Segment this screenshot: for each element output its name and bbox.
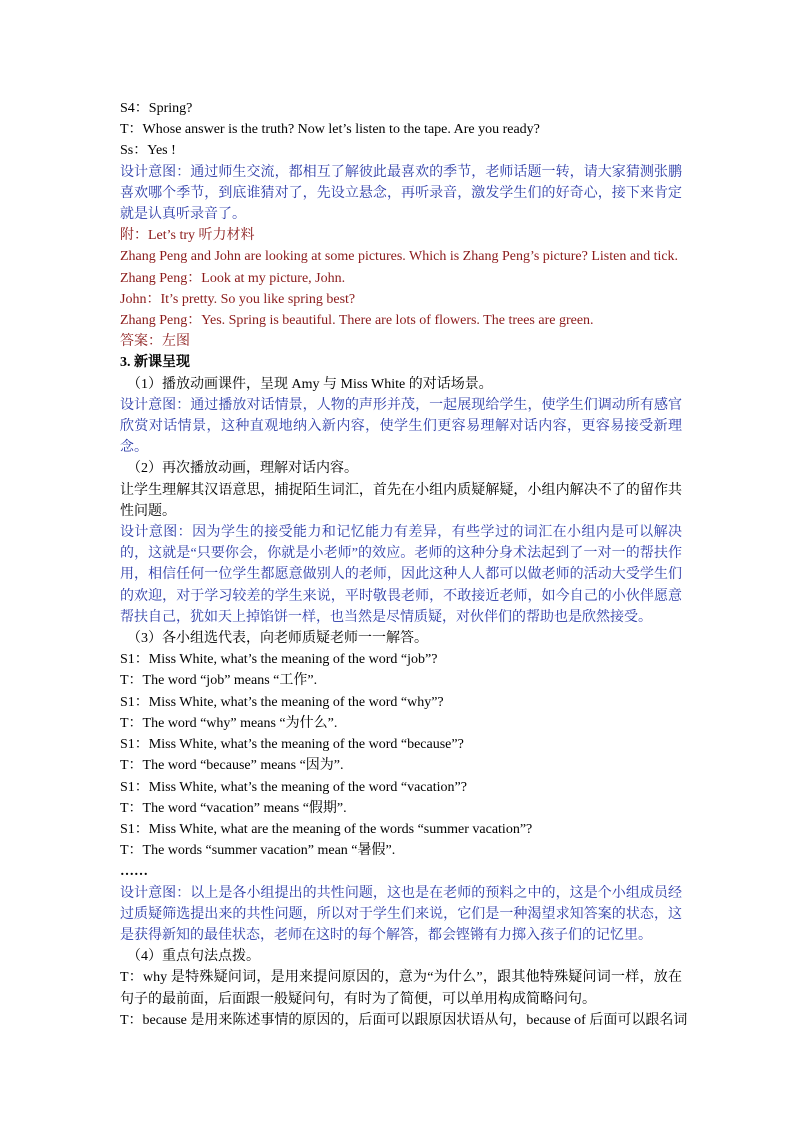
listening-dialogue-line: Zhang Peng：Look at my picture, John. [120, 270, 346, 286]
design-intent-paragraph: 设计意图：通过师生交流，都相互了解彼此最喜欢的季节，老师话题一转，请大家猜测张鹏喜欢哪个季节，到底谁猜对了，先设立悬念，再听录音，激发学生们的好奇心，接下来肯定就是认真听录音了。 [120, 164, 682, 223]
dialogue-line: S1：Miss White, what are the meaning of the words “summer vacation”? [120, 821, 533, 837]
dialogue-line: S1：Miss White, what’s the meaning of the word “vacation”? [120, 779, 467, 795]
dialogue-line: Ss：Yes ! [120, 143, 176, 159]
dialogue-line: T：The word “vacation” means “假期”. [120, 800, 347, 816]
grammar-note-paragraph: T：why 是特殊疑问词，是用来提问原因的，意为“为什么”，跟其他特殊疑问词一样，放在句子的最前面，后面跟一般疑问句，有时为了简便，可以单用构成简略问句。 [120, 970, 682, 1007]
dialogue-line: S4：Spring? [120, 101, 193, 116]
document-body [120, 98, 688, 1031]
design-intent-paragraph: 设计意图：通过播放对话情景，人物的声形并茂，一起展现给学生，使学生们调动所有感官欣赏对话情景，这种直观地纳入新内容，使学生们更容易理解对话内容，更容易接受新理念。 [120, 397, 682, 456]
listening-material-text: Zhang Peng and John are looking at some pictures. Which is Zhang Peng’s picture? Listen and tick. [120, 249, 679, 265]
dialogue-line: T：The words “summer vacation” mean “暑假”. [120, 843, 396, 859]
listening-dialogue-line: Zhang Peng：Yes. Spring is beautiful. There are lots of flowers. The trees are green. [120, 313, 594, 329]
step-line: （3）各小组选代表，向老师质疑老师一一解答。 [127, 631, 428, 647]
grammar-note-paragraph: T：because 是用来陈述事情的原因的，后面可以跟原因状语从句，because of 后面可以跟名词 [120, 1012, 688, 1028]
dialogue-line: T：The word “job” means “工作”. [120, 673, 318, 689]
step-line: （1）播放动画课件，呈现 Amy 与 Miss White 的对话场景。 [127, 376, 493, 392]
listening-material-heading: 附：Let’s try 听力材料 [120, 228, 255, 244]
design-intent-paragraph: 设计意图：以上是各小组提出的共性问题，这也是在老师的预料之中的，这是个小组成员经过质疑筛选提出来的共性问题，所以对于学生们来说，它们是一种渴望求知答案的状态，这是获得新知的最佳状态，老师在这时的每个解答，都会铿锵有力掷入孩子们的记忆里。 [120, 885, 682, 943]
dialogue-line: S1：Miss White, what’s the meaning of the word “because”? [120, 737, 464, 753]
listening-dialogue-line: John：It’s pretty. So you like spring best? [120, 291, 356, 307]
dialogue-line: T：Whose answer is the truth? Now let’s listen to the tape. Are you ready? [120, 122, 540, 138]
dialogue-line: S1：Miss White, what’s the meaning of the word “job”? [120, 652, 438, 668]
design-intent-paragraph: 设计意图：因为学生的接受能力和记忆能力有差异，有些学过的词汇在小组内是可以解决的，这就是“只要你会，你就是小老师”的效应。老师的这种分身术法起到了一对一的帮扶作用，相信任何一位学生都愿意做别人的老师，因此这种人人都可以做老师的活动大受学生们的欢迎，对于学习较差的学生来说，平时敬畏老师，不敢接近老师，如今自己的小伙伴愿意帮扶自己，犹如天上掉馅饼一样，也当然是尽情质疑，对伙伴们的帮助也是欣然接受。 [120, 525, 682, 625]
section-heading: 3. 新课呈现 [120, 355, 190, 371]
dialogue-line: T：The word “because” means “因为”. [120, 758, 344, 774]
body-paragraph: 让学生理解其汉语意思，捕捉陌生词汇，首先在小组内质疑解疑，小组内解决不了的留作共性问题。 [120, 482, 682, 519]
step-line: （2）再次播放动画，理解对话内容。 [127, 461, 358, 477]
answer-line: 答案：左图 [120, 334, 190, 350]
dialogue-line: S1：Miss White, what’s the meaning of the word “why”? [120, 694, 444, 710]
step-line: （4）重点句法点拨。 [127, 949, 260, 965]
ellipsis: …… [120, 864, 148, 880]
dialogue-line: T：The word “why” means “为什么”. [120, 715, 338, 731]
